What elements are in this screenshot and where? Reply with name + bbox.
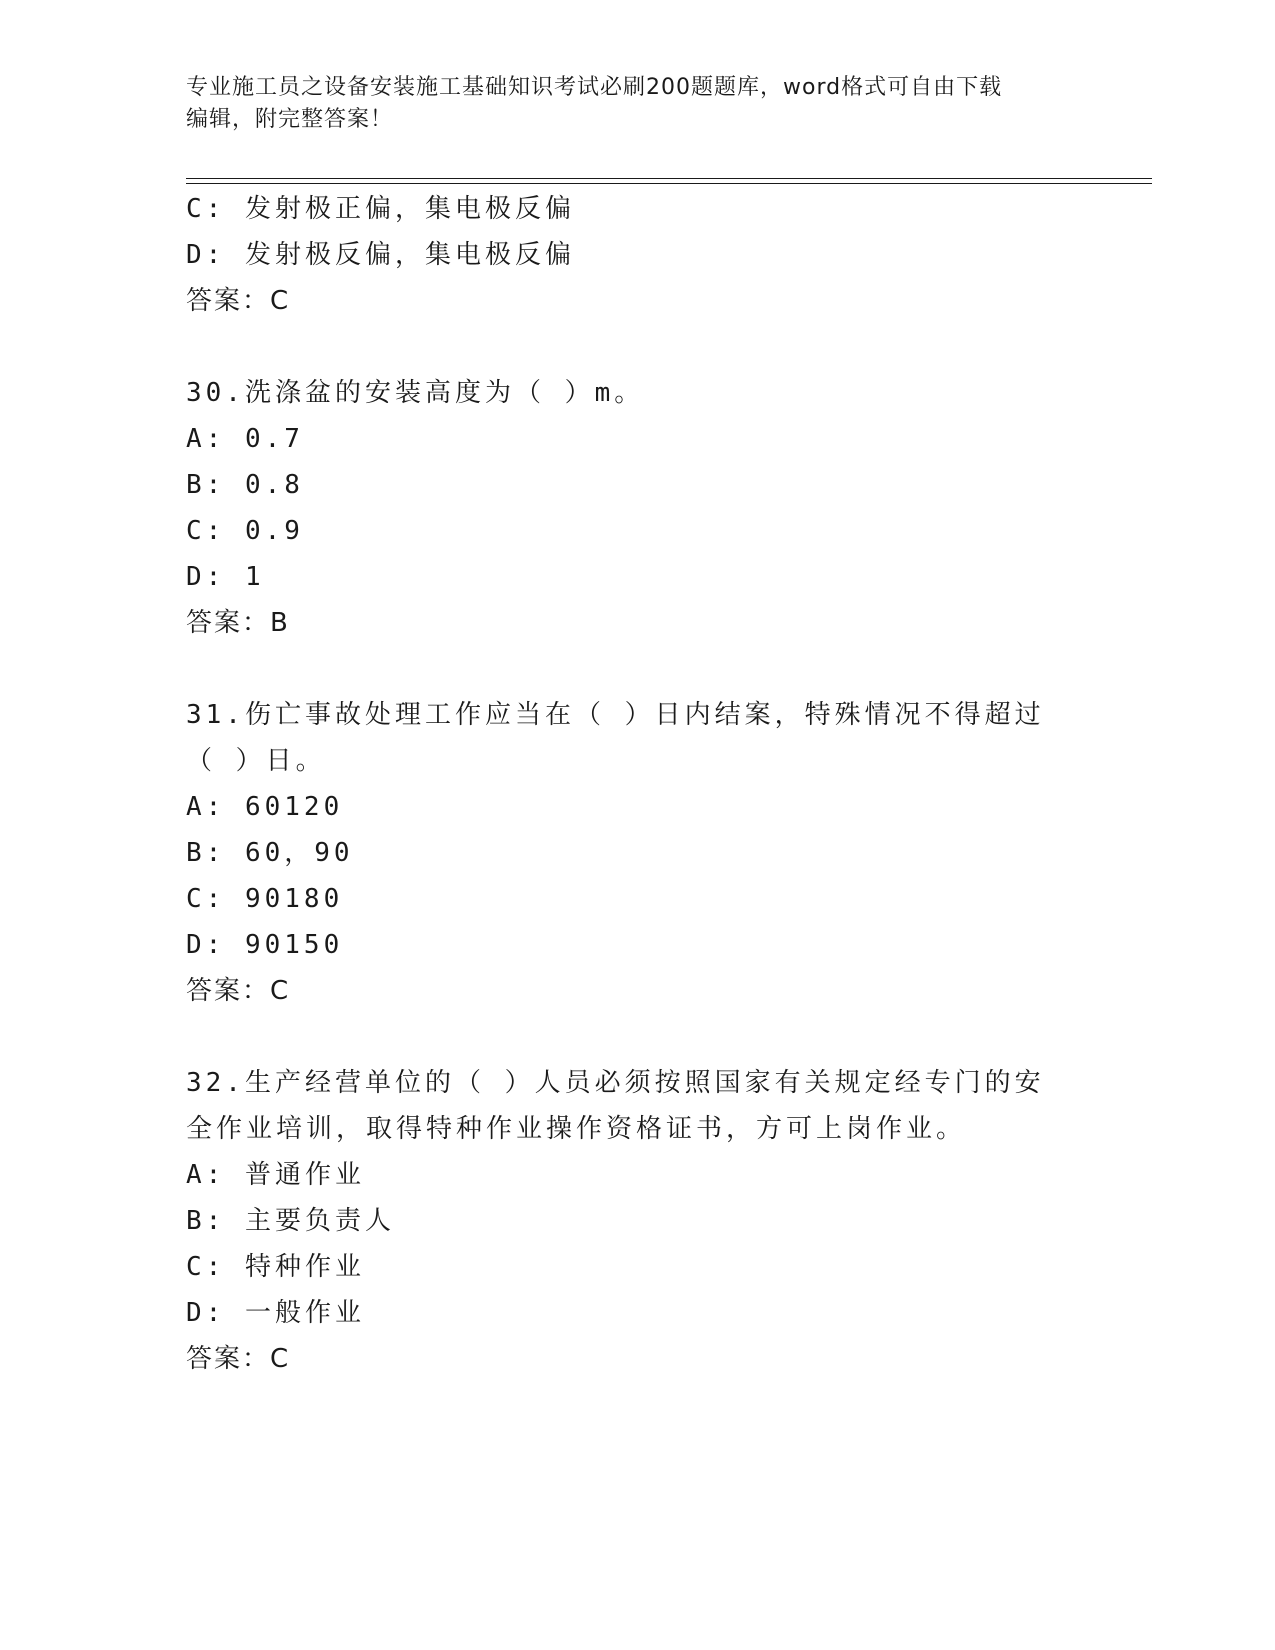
option-b: B: 主要负责人	[186, 1206, 395, 1236]
option-a: A: 60120	[186, 792, 344, 822]
question-stem: 30.洗涤盆的安装高度为（ ）m。	[186, 378, 645, 408]
header-divider-bottom	[186, 183, 1152, 184]
question-32	[186, 1060, 1086, 1382]
option-d: D: 一般作业	[186, 1298, 365, 1328]
option-a: A: 0.7	[186, 424, 304, 454]
question-stem: 32.生产经营单位的（ ）人员必须按照国家有关规定经专门的安全作业培训，取得特种作业操作资格证书，方可上岗作业。	[186, 1068, 1045, 1144]
header-line-2: 编辑，附完整答案！	[186, 107, 394, 132]
option-d: D: 发射极反偏，集电极反偏	[186, 240, 575, 270]
question-list	[186, 186, 1086, 1382]
question-stem: 31.伤亡事故处理工作应当在（ ）日内结案，特殊情况不得超过（ ）日。	[186, 700, 1045, 776]
spacer	[186, 324, 1086, 370]
option-c: C: 特种作业	[186, 1252, 365, 1282]
question-31	[186, 692, 1086, 1014]
option-c: C: 0.9	[186, 516, 304, 546]
option-c: C: 90180	[186, 884, 344, 914]
spacer	[186, 1014, 1086, 1060]
option-d: D: 1	[186, 562, 265, 592]
answer-line: 答案：C	[186, 976, 291, 1006]
header-divider-top	[186, 178, 1152, 179]
question-29-continuation	[186, 186, 1086, 324]
option-a: A: 普通作业	[186, 1160, 365, 1190]
option-b: B: 0.8	[186, 470, 304, 500]
document-header	[186, 72, 1086, 136]
answer-line: 答案：C	[186, 1344, 291, 1374]
option-c: C: 发射极正偏，集电极反偏	[186, 194, 575, 224]
answer-line: 答案：B	[186, 608, 290, 638]
option-d: D: 90150	[186, 930, 344, 960]
spacer	[186, 646, 1086, 692]
answer-line: 答案：C	[186, 286, 291, 316]
header-line-1: 专业施工员之设备安装施工基础知识考试必刷200题题库，word格式可自由下载	[186, 75, 1003, 100]
option-b: B: 60，90	[186, 838, 354, 868]
question-30	[186, 370, 1086, 646]
